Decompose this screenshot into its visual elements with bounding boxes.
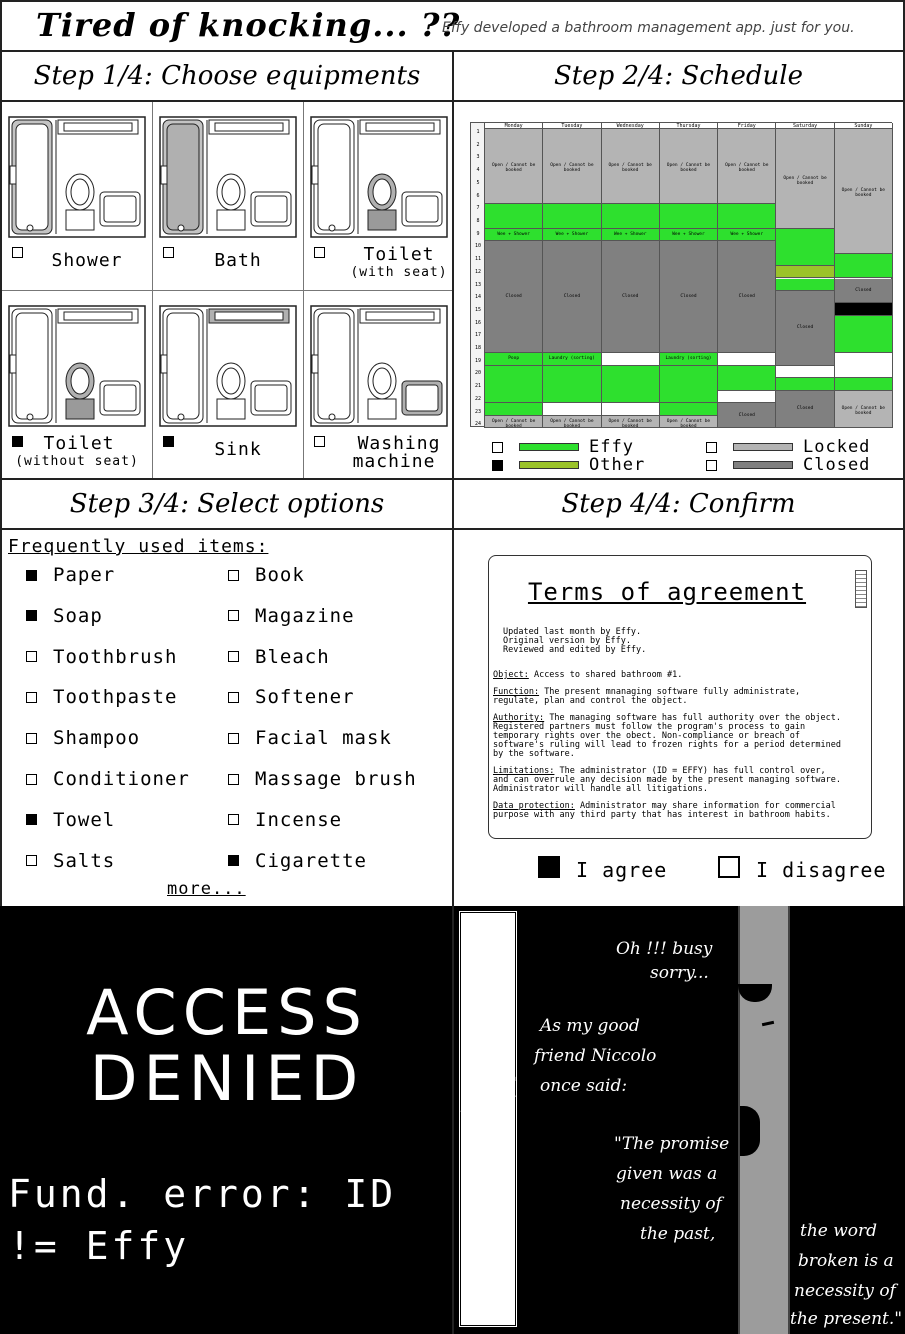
schedule-slot[interactable] xyxy=(776,279,833,291)
day-header: Thursday xyxy=(660,123,717,129)
legend-item[interactable] xyxy=(706,455,870,475)
schedule-slot[interactable] xyxy=(485,403,542,415)
schedule-slot[interactable] xyxy=(602,204,659,229)
hour-label: 10 xyxy=(474,243,482,250)
hour-label: 7 xyxy=(476,205,480,212)
option-label: Soap xyxy=(53,604,103,627)
denied-title-2: DENIED xyxy=(89,1042,365,1115)
disagree-label: I disagree xyxy=(756,858,887,882)
hour-label: 16 xyxy=(474,319,482,326)
schedule-slot[interactable]: Open / Cannot be booked xyxy=(835,391,892,428)
option-item[interactable] xyxy=(26,768,190,790)
option-label: Towel xyxy=(53,808,116,831)
option-checkbox[interactable] xyxy=(228,774,239,785)
schedule-slot[interactable]: Open / Cannot be booked xyxy=(543,129,600,204)
day-columns xyxy=(485,123,893,428)
schedule-slot[interactable] xyxy=(835,254,892,279)
option-label: Conditioner xyxy=(53,768,190,790)
equipment-label xyxy=(304,246,454,282)
option-label: Cigarette xyxy=(255,849,367,872)
option-item[interactable] xyxy=(26,809,115,831)
schedule-slot[interactable] xyxy=(835,378,892,390)
step2-panel xyxy=(452,50,905,480)
schedule-slot[interactable] xyxy=(776,266,833,278)
hour-label: 15 xyxy=(474,306,482,313)
object-label: Object: xyxy=(493,670,529,680)
option-checkbox[interactable] xyxy=(26,774,37,785)
schedule-slot[interactable]: Open / Cannot be booked xyxy=(660,416,717,428)
legend-item[interactable] xyxy=(492,455,645,475)
sign-line: ANN xyxy=(461,1092,516,1118)
equipment-option[interactable] xyxy=(304,102,454,291)
schedule-slot[interactable] xyxy=(718,391,775,403)
option-checkbox[interactable] xyxy=(26,733,37,744)
quote-b-4: the present." xyxy=(790,1309,903,1329)
schedule-slot[interactable]: Closed xyxy=(485,241,542,353)
eyebrow xyxy=(762,1021,774,1026)
data-protection-label: Data protection: xyxy=(493,801,575,811)
day-column[interactable] xyxy=(776,123,834,428)
schedule-slot[interactable] xyxy=(660,366,717,403)
door-edge xyxy=(738,906,790,1334)
schedule-slot[interactable]: Open / Cannot be booked xyxy=(776,129,833,229)
legend-checkbox[interactable] xyxy=(492,460,503,471)
legend-label: Locked xyxy=(803,437,871,457)
option-item[interactable] xyxy=(26,727,140,749)
quote-a-1: "The promise xyxy=(614,1134,730,1154)
schedule-slot[interactable] xyxy=(718,353,775,365)
door-sign xyxy=(458,910,518,1328)
legend-swatch xyxy=(519,461,579,469)
day-header: Sunday xyxy=(835,123,892,129)
equipment-name: Toilet xyxy=(43,433,115,454)
legend-checkbox[interactable] xyxy=(706,442,717,453)
option-item[interactable] xyxy=(228,605,355,627)
equipment-label xyxy=(153,252,303,270)
schedule-slot[interactable]: Wee + Shower xyxy=(660,229,717,241)
schedule-slot[interactable] xyxy=(602,403,659,415)
legend-swatch xyxy=(519,443,579,451)
option-checkbox[interactable] xyxy=(228,814,239,825)
legend-label: Closed xyxy=(803,455,871,475)
agree-option[interactable] xyxy=(538,852,667,882)
error-line-1: Fund. error: ID xyxy=(8,1172,397,1216)
denied-title-1: ACCESS xyxy=(86,976,368,1049)
option-label: Bleach xyxy=(255,645,330,668)
schedule-slot[interactable] xyxy=(718,366,775,391)
schedule-slot[interactable] xyxy=(835,316,892,353)
option-item[interactable] xyxy=(26,686,177,708)
day-column[interactable] xyxy=(602,123,660,428)
option-item[interactable] xyxy=(228,809,342,831)
intro-line-1: As my good xyxy=(540,1016,640,1036)
schedule-slot[interactable]: Closed xyxy=(660,241,717,353)
schedule-slot[interactable]: Closed xyxy=(835,279,892,304)
authority-text: The managing software has full authority over the object. Registered partners must follow the program's process to gain temporary rights over the obect. Non-compliance or breach of software's ruling will lead to frozen rights for a period determined by the software. xyxy=(493,713,842,759)
equipment-name: Sink xyxy=(214,439,262,460)
step1-title: Step 1/4: Choose equipments xyxy=(2,52,452,102)
schedule-slot[interactable] xyxy=(776,229,833,266)
hour-label: 11 xyxy=(474,256,482,263)
equipment-option[interactable] xyxy=(153,291,304,480)
schedule-slot[interactable]: Wee + Shower xyxy=(543,229,600,241)
option-item[interactable] xyxy=(228,850,367,872)
option-label: Salts xyxy=(53,849,116,872)
option-label: Magazine xyxy=(255,604,355,627)
schedule-slot[interactable]: Closed xyxy=(543,241,600,353)
agree-label: I agree xyxy=(576,858,668,882)
option-checkbox[interactable] xyxy=(228,610,239,621)
schedule-slot[interactable] xyxy=(660,403,717,415)
hour-column xyxy=(471,123,485,428)
schedule-slot[interactable]: Closed xyxy=(776,291,833,366)
object-text: Access to shared bathroom #1. xyxy=(533,670,683,680)
disagree-checkbox[interactable] xyxy=(718,856,740,878)
option-checkbox[interactable] xyxy=(26,692,37,703)
equipment-label xyxy=(153,441,303,459)
bathroom-plan-icon xyxy=(310,116,448,238)
day-column[interactable] xyxy=(718,123,776,428)
terms-meta-2: Original version by Effy. xyxy=(503,636,631,646)
schedule-slot[interactable]: Closed xyxy=(718,403,775,428)
tagline: Effy developed a bathroom management app. just for you. xyxy=(442,20,855,36)
items-heading: Frequently used items: xyxy=(8,536,269,557)
option-label: Toothbrush xyxy=(53,645,178,668)
hour-label: 3 xyxy=(476,154,480,161)
option-label: Shampoo xyxy=(53,727,141,750)
schedule-slot[interactable]: Wee + Shower xyxy=(718,229,775,241)
quote-b-1: the word xyxy=(800,1221,878,1241)
terms-text xyxy=(493,628,841,820)
option-checkbox[interactable] xyxy=(26,814,37,825)
schedule-slot[interactable] xyxy=(602,366,659,403)
equipment-label xyxy=(2,252,152,270)
terms-meta-3: Reviewed and edited by Effy. xyxy=(503,645,647,655)
intro-line-2: friend Niccolo xyxy=(534,1046,657,1066)
legend-item[interactable] xyxy=(492,437,634,457)
terms-box[interactable] xyxy=(488,555,872,839)
equipment-name: Toilet xyxy=(363,244,435,265)
hour-label: 19 xyxy=(474,357,482,364)
equipment-option[interactable] xyxy=(304,291,454,480)
option-label: Facial mask xyxy=(255,727,392,750)
sign-line: Y-B xyxy=(468,968,508,994)
access-denied-panel xyxy=(0,906,454,1334)
schedule-slot[interactable] xyxy=(543,366,600,403)
option-item[interactable] xyxy=(228,646,330,668)
terms-meta-1: Updated last month by Effy. xyxy=(503,627,642,637)
equipment-sub: (without seat) xyxy=(15,454,139,469)
step3-panel xyxy=(0,478,454,908)
terms-scrollbar[interactable] xyxy=(855,570,867,608)
step4-panel xyxy=(452,478,905,908)
schedule-slot[interactable]: Open / Cannot be booked xyxy=(660,129,717,204)
intro-line-3: once said: xyxy=(540,1076,628,1096)
quote-b-3: necessity of xyxy=(794,1281,896,1301)
schedule-slot[interactable]: Closed xyxy=(602,241,659,353)
option-checkbox[interactable] xyxy=(26,855,37,866)
agree-checkbox[interactable] xyxy=(538,856,560,878)
equipment-label xyxy=(2,435,152,471)
legend-swatch xyxy=(733,443,793,451)
peeking-eyes xyxy=(738,984,772,1002)
hour-label: 6 xyxy=(476,192,480,199)
legend-checkbox[interactable] xyxy=(492,442,503,453)
option-label: Toothpaste xyxy=(53,686,178,709)
equipment-option[interactable] xyxy=(2,291,153,480)
schedule-slot[interactable] xyxy=(835,303,892,315)
bathroom-plan-icon xyxy=(8,305,146,427)
legend-label: Other xyxy=(589,455,646,475)
sign-text xyxy=(461,935,515,1152)
equipment-name: Washing xyxy=(357,433,441,454)
day-header: Monday xyxy=(485,123,542,129)
limitations-text: The administrator (ID = EFFY) has full control over, and can overrule any decision made by the present managing software. Administrator will handle all litigations. xyxy=(493,766,841,794)
legend-swatch xyxy=(733,461,793,469)
hour-label: 20 xyxy=(474,370,482,377)
more-link[interactable]: more... xyxy=(167,879,246,899)
option-item[interactable] xyxy=(26,646,177,668)
bathroom-plan-icon xyxy=(8,116,146,238)
equipment-option[interactable] xyxy=(2,102,153,291)
schedule-slot[interactable]: Poop xyxy=(485,353,542,365)
sign-line: ROO xyxy=(461,1030,515,1056)
sign-footer: GM xyxy=(467,1278,509,1304)
schedule-slot[interactable] xyxy=(835,353,892,378)
quote-a-2: given was a xyxy=(616,1164,718,1184)
option-item[interactable] xyxy=(26,605,103,627)
terms-title: Terms of agreement xyxy=(527,578,807,606)
sign-line: EFF xyxy=(465,937,511,963)
day-header: Saturday xyxy=(776,123,833,129)
option-label: Book xyxy=(255,564,305,586)
hour-label: 18 xyxy=(474,345,482,352)
option-label: Massage brush xyxy=(255,768,417,790)
legend-checkbox[interactable] xyxy=(706,460,717,471)
schedule-slot[interactable]: Wee + Shower xyxy=(485,229,542,241)
hour-label: 14 xyxy=(474,294,482,301)
bathroom-plan-icon xyxy=(159,305,297,427)
day-column[interactable] xyxy=(485,123,543,428)
option-checkbox[interactable] xyxy=(26,651,37,662)
function-label: Function: xyxy=(493,687,540,697)
schedule-slot[interactable] xyxy=(718,204,775,229)
schedule-grid xyxy=(470,122,892,427)
option-label: Paper xyxy=(53,564,116,586)
door-handle xyxy=(740,1106,760,1156)
step4-title: Step 4/4: Confirm xyxy=(454,480,903,530)
function-text: The present mnanaging software fully administrate, regulate, plan and control the object. xyxy=(493,687,801,706)
hour-label: 5 xyxy=(476,179,480,186)
legend-label: Effy xyxy=(589,437,634,457)
equipment-label xyxy=(304,435,454,471)
quote-a-3: necessity of xyxy=(620,1194,722,1214)
schedule-slot[interactable]: Open / Cannot be booked xyxy=(543,416,600,428)
equipment-sub: (with seat) xyxy=(350,265,448,280)
hour-label: 2 xyxy=(476,141,480,148)
schedule-slot[interactable]: Closed xyxy=(718,241,775,353)
hour-label: 13 xyxy=(474,281,482,288)
bathroom-plan-icon xyxy=(159,116,297,238)
hour-label: 8 xyxy=(476,217,480,224)
hour-label: 9 xyxy=(476,230,480,237)
disagree-option[interactable] xyxy=(718,852,886,882)
day-header: Tuesday xyxy=(543,123,600,129)
schedule-slot[interactable] xyxy=(485,366,542,403)
schedule-slot[interactable]: Closed xyxy=(776,391,833,428)
busy-line-2: sorry... xyxy=(650,963,709,983)
sign-line: ING xyxy=(464,1123,512,1149)
option-checkbox[interactable] xyxy=(228,855,239,866)
hour-label: 12 xyxy=(474,268,482,275)
day-header: Wednesday xyxy=(602,123,659,129)
door-panel xyxy=(452,906,905,1334)
schedule-slot[interactable]: Open / Cannot be booked xyxy=(485,129,542,204)
header xyxy=(0,0,905,52)
option-item[interactable] xyxy=(26,850,115,872)
hour-label: 21 xyxy=(474,383,482,390)
option-item[interactable] xyxy=(228,564,305,586)
schedule-slot[interactable]: Laundry (sorting) xyxy=(660,353,717,365)
option-item[interactable] xyxy=(26,564,115,586)
schedule-slot[interactable]: Open / Cannot be booked xyxy=(835,129,892,254)
data-protection-text: Administrator may share information for commercial purpose with any third party that has interest in bathroom habits. xyxy=(493,801,836,820)
step2-title: Step 2/4: Schedule xyxy=(454,52,903,102)
equipment-option[interactable] xyxy=(153,102,304,291)
schedule-slot[interactable] xyxy=(543,403,600,415)
authority-label: Authority: xyxy=(493,713,545,723)
hour-label: 24 xyxy=(474,421,482,428)
schedule-slot[interactable] xyxy=(602,353,659,365)
schedule-slot[interactable] xyxy=(776,378,833,390)
equipment-name: Shower xyxy=(51,250,123,271)
hour-label: 4 xyxy=(476,167,480,174)
day-column[interactable] xyxy=(660,123,718,428)
quote-b-2: broken is a xyxy=(798,1251,894,1271)
option-item[interactable] xyxy=(228,686,355,708)
schedule-slot[interactable] xyxy=(776,366,833,378)
equipment-name: Bath xyxy=(214,250,262,271)
equipment-sub: machine xyxy=(352,451,436,472)
hour-label: 22 xyxy=(474,395,482,402)
hour-label: 17 xyxy=(474,332,482,339)
schedule-slot[interactable]: Open / Cannot be booked xyxy=(718,129,775,204)
busy-line-1: Oh !!! busy xyxy=(616,939,713,959)
step1-panel xyxy=(0,50,454,480)
option-checkbox[interactable] xyxy=(228,733,239,744)
schedule-slot[interactable]: Open / Cannot be booked xyxy=(485,416,542,428)
error-line-2: != Effy xyxy=(8,1224,190,1268)
option-checkbox[interactable] xyxy=(228,692,239,703)
schedule-slot[interactable]: Wee + Shower xyxy=(602,229,659,241)
limitations-label: Limitations: xyxy=(493,766,555,776)
schedule-slot[interactable]: Open / Cannot be booked xyxy=(602,129,659,204)
option-item[interactable] xyxy=(228,768,417,790)
schedule-slot[interactable] xyxy=(485,204,542,229)
sign-line: ATH xyxy=(462,999,514,1025)
hour-label: 23 xyxy=(474,408,482,415)
schedule-slot[interactable] xyxy=(660,204,717,229)
day-column[interactable] xyxy=(543,123,601,428)
legend-item[interactable] xyxy=(706,437,870,457)
sign-line: MPL xyxy=(461,1061,515,1087)
quote-a-4: the past, xyxy=(640,1224,716,1244)
day-column[interactable] xyxy=(835,123,893,428)
option-checkbox[interactable] xyxy=(26,570,37,581)
comic-title: Tired of knocking... ?? xyxy=(36,6,461,44)
option-label: Incense xyxy=(255,808,343,831)
option-checkbox[interactable] xyxy=(26,610,37,621)
option-label: Softener xyxy=(255,686,355,709)
day-header: Friday xyxy=(718,123,775,129)
bathroom-plan-icon xyxy=(310,305,448,427)
schedule-slot[interactable]: Open / Cannot be booked xyxy=(602,416,659,428)
hour-label: 1 xyxy=(476,129,480,135)
schedule-slot[interactable] xyxy=(543,204,600,229)
option-checkbox[interactable] xyxy=(228,651,239,662)
schedule-slot[interactable]: Laundry (sorting) xyxy=(543,353,600,365)
option-checkbox[interactable] xyxy=(228,570,239,581)
step3-title: Step 3/4: Select options xyxy=(2,480,452,530)
option-item[interactable] xyxy=(228,727,392,749)
